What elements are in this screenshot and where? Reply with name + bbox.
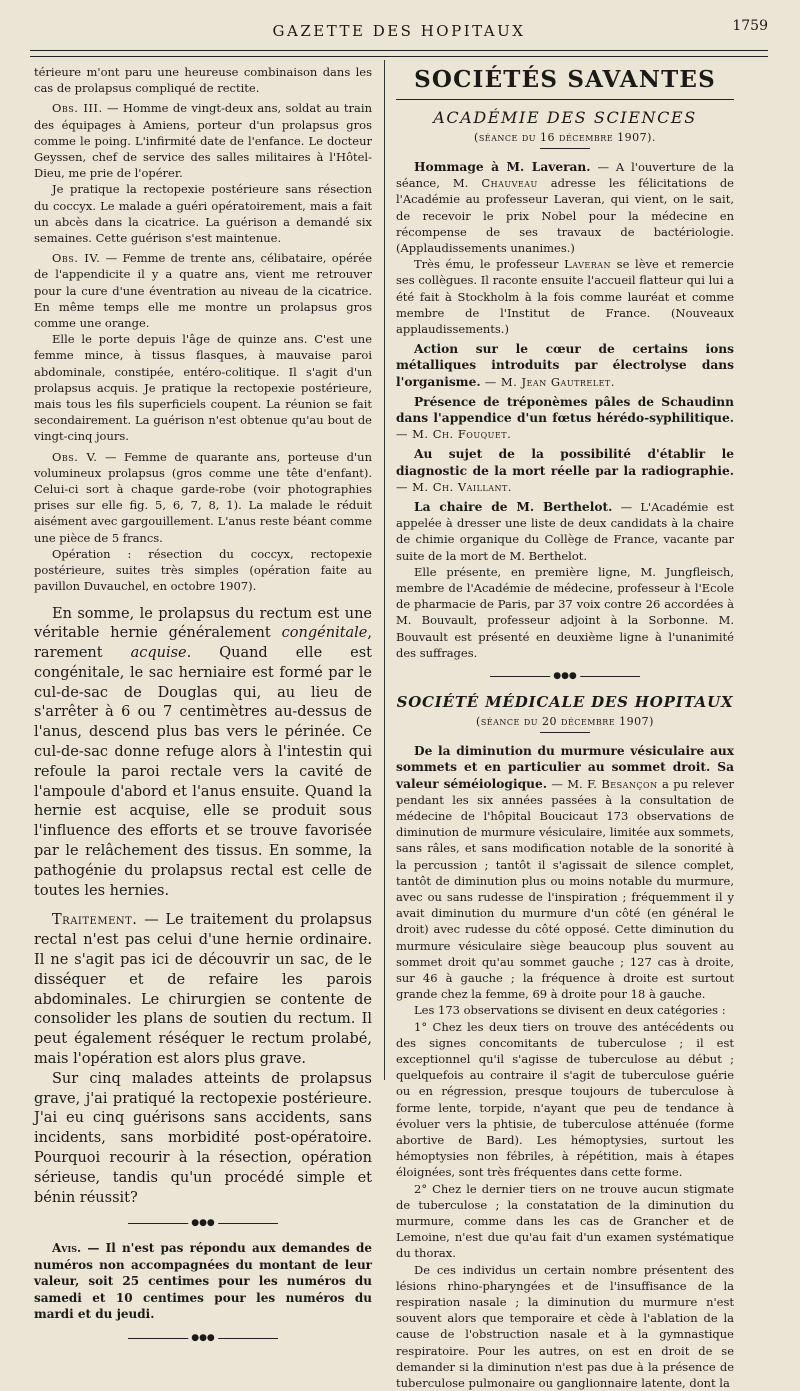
obs-label: Obs. V. — [52, 449, 98, 464]
summary-text: . Quand elle est congénitale, le sac herniaire est formé par le cul-de-sac de Douglas qui, au lieu de s'arrêter à 6 ou 7 centimètres au-dessus de l'anus, descend plus bas vers le périnée. Ce cul-de-sac donne refuge alors à l'intestin qui refoule la paroi rectale vers la cavité de l'ampoule d'abord et l'anus ensuite. Quand la hernie est acquise, elle se produit sous l'influence des efforts et se trouve favorisée par le relâchement des tissus. En somme, la pathogénie du prolapsus rectal est celle de toutes les hernies. — [34, 645, 372, 899]
summary-text: , rarement — [34, 625, 372, 662]
summary-term-congenital: congénitale — [281, 625, 368, 642]
person-name: Laveran — [564, 257, 612, 272]
person-name: Besançon — [601, 776, 658, 791]
column-divider — [384, 60, 385, 1080]
berthelot-heading: La chaire de M. Berthelot. — [414, 500, 613, 515]
hommage-heading: Hommage à M. Laveran. — [414, 160, 591, 174]
action-heading: Action sur le cœur de certains ions métalliques introduits par électrolyse dans l'organisme. — [396, 342, 734, 389]
murmure-category-2: 2° Chez le dernier tiers on ne trouve aucun stigmate de tuberculose ; la constatation de la diminution du murmure, comme dans les cas de Grancher et de Lemoine, n'est due qu'au fait d'un examen systématique du thorax. — [396, 1181, 734, 1261]
treatment-text: — Le traitement du prolapsus rectal n'est pas celui d'une hernie ordinaire. Il ne s'agit pas ici de découvrir un sac, de le disséquer et de refaire les parois abdominales. Le chirurgien se contente de consolider les plans de soutien du rectum. Il peut également réséquer le rectum prolabé, mais l'opération est alors plus grave. — [34, 912, 372, 1068]
left-column — [34, 64, 372, 1355]
session-rule — [540, 148, 590, 149]
observation-5-continued: Opération : résection du coccyx, rectopexie postérieure, suites très simples (opération faite au pavillon Duvauchel, en octobre 1907). — [34, 546, 372, 594]
hommage-continued — [396, 256, 734, 337]
murmure-text: a pu relever pendant les six années passées à la consultation de médecine de l'hôpital Boucicaut 173 observations de diminution de murmure vésiculaire, limitée aux sommets, sans râles, et sans modification notable de la sonorité à la percussion ; tantôt il s'agissait de silence complet, tantôt de diminution plus ou moins notable du murmure, avec ou sans rudesse de l'inspiration ; fréquemment il y avait diminution du murmure d'un côté (en général le droit) avec rudesse du côté opposé. Cette diminution du murmure vésiculaire siège beaucoup plus souvent au sommet droit qu'au sommet gauche ; 127 cas à droite, sur 46 à gauche ; la fréquence à droite est surtout grande chez la femme, 69 à droite pour 18 à gauche. — [396, 776, 734, 1002]
ornament-mark: ●●● — [188, 1218, 218, 1229]
page-number: 1759 — [732, 18, 768, 34]
action-paragraph — [396, 341, 734, 390]
section-title: SOCIÉTÉS SAVANTES — [414, 66, 716, 93]
murmure-category-1: 1° Chez les deux tiers on trouve des antécédents ou des signes concomitants de tuberculose ; il est exceptionnel qu'il s'agisse de tuberculose au début ; quelquefois au contraire il s'agit de tuberculose guérie ou en régression, presque toujours de tuberculose à forme lente, torpide, n'ayant que peu de tendance à évoluer vers la phtisie, de tuberculose atténuée (forme abortive de Bard). Les hémoptysies, surtout les hémoptysies non fébriles, à répétition, mais à étapes éloignées, sont très fréquentes dans cette forme. — [396, 1019, 734, 1180]
observation-5 — [34, 449, 372, 546]
notice-paragraph — [34, 1240, 372, 1323]
obs-label: Obs. III. — [52, 101, 103, 116]
academy-session: (séance du 16 décembre 1907). — [474, 131, 656, 144]
treatment-label: Traitement. — [52, 912, 138, 929]
obs-label: Obs. IV. — [52, 251, 101, 266]
observation-4 — [34, 250, 372, 331]
page-header — [30, 18, 768, 42]
summary-paragraph — [34, 605, 372, 902]
murmure-categories: Les 173 observations se divisent en deux catégories : — [414, 1003, 726, 1018]
ornament-mark: ●●● — [188, 1333, 218, 1344]
society-session: (séance du 20 décembre 1907) — [476, 715, 654, 729]
continued-paragraph: térieure m'ont paru une heureuse combinaison dans les cas de prolapsus compliqué de rectite. — [34, 65, 372, 96]
right-column — [396, 64, 734, 1391]
berthelot-continued: Elle présente, en première ligne, M. Jungfleisch, membre de l'Académie de médecine, professeur à l'Ecole de pharmacie de Paris, par 37 voix contre 26 accordées à M. Bouvault, professeur adjoint à la Sorbonne. M. Bouvault est présenté en deuxième ligne à l'unanimité des suffrages. — [396, 564, 734, 660]
radiography-heading: Au sujet de la possibilité d'établir le diagnostic de la mort réelle par la radiographie. — [396, 447, 734, 478]
ornament-divider — [490, 671, 640, 683]
presence-author: — M. Ch. Fouquet. — [396, 427, 512, 442]
summary-term-acquired: acquise — [130, 645, 187, 662]
session-rule — [540, 732, 590, 733]
murmure-heading: De la diminution du murmure vésiculaire aux sommets et en particulier au sommet droit. Sa valeur séméiologique. — [396, 744, 734, 791]
ornament-mark: ●●● — [550, 671, 580, 682]
hommage-text: adresse les félicitations de l'Académie au professeur Laveran, qui vient, on le sait, de recevoir le prix Nobel pour la médecine en récompense de ses travaux de bactériologie. (Applaudissements unanimes.) — [396, 176, 734, 256]
radiography-author: — M. Ch. Vaillant. — [396, 479, 512, 494]
header-rule — [30, 50, 768, 57]
hommage-text: Très ému, le professeur — [414, 257, 565, 272]
treatment-continued: Sur cinq malades atteints de prolapsus grave, j'ai pratiqué la rectopexie postérieure. J'ai eu cinq guérisons sans accidents, sans incidents, sans morbidité post-opératoire. Pourquoi recourir à la résection, opération sérieuse, tandis qu'un procédé simple et bénin réussit? — [34, 1070, 372, 1206]
society-title: SOCIÉTÉ MÉDICALE DES HOPITAUX — [396, 693, 734, 712]
section-rule — [396, 99, 734, 100]
ornament-divider — [128, 1218, 278, 1230]
observation-4-continued: Elle le porte depuis l'âge de quinze ans. C'est une femme mince, à tissus flasques, à mauvaise paroi abdominale, constipée, entéro-colitique. Il s'agit d'un prolapsus acquis. Je pratique la rectopexie postérieure, mais tous les fils superficiels coupent. La réunion se fait secondairement. La guérison n'est obtenue qu'au bout de vingt-cinq jours. — [34, 332, 372, 444]
hommage-text: se lève et remercie ses collègues. Il raconte ensuite l'accueil flatteur qui lui a été fait à Stockholm à la fois comme lauréat et comme membre de l'Institut de France. (Nouveaux applaudissements.) — [396, 257, 734, 337]
summary-text: En somme, le prolapsus du rectum est une véritable hernie généralement — [34, 605, 372, 642]
presence-heading: Présence de tréponèmes pâles de Schaudinn dans l'appendice d'un fœtus hérédo-syphilitique. — [396, 394, 734, 426]
journal-title: GAZETTE DES HOPITAUX — [272, 22, 526, 40]
notice-text: — Il n'est pas répondu aux demandes de numéros non accompagnées du montant de leur valeur, soit 25 centimes pour les numéros du samedi et 10 centimes pour les numéros du mardi et du jeudi. — [34, 1241, 372, 1322]
radiography-paragraph — [396, 446, 734, 495]
treatment-paragraph — [34, 911, 372, 1069]
hommage-paragraph — [396, 159, 734, 256]
academy-title: ACADÉMIE DES SCIENCES — [433, 108, 697, 127]
person-name: Chauveau — [481, 176, 538, 191]
obs-text: — Femme de trente ans, célibataire, opérée de l'appendicite il y a quatre ans, vient me retrouver pour la cure d'une éventration au niveau de la cicatrice. En même temps elle me montre un prolapsus gros comme une orange. — [34, 251, 372, 331]
berthelot-text: — L'Académie est appelée à dresser une liste de deux candidats à la chaire de chimie organique du Collège de France, vacante par suite de la mort de M. Berthelot. — [396, 500, 734, 563]
berthelot-paragraph — [396, 499, 734, 564]
action-author: — M. Jean Gautrelet. — [480, 374, 615, 389]
notice-label: Avis. — [52, 1241, 82, 1256]
presence-paragraph — [396, 394, 734, 443]
murmure-paragraph — [396, 743, 734, 1002]
observation-3-continued: Je pratique la rectopexie postérieure sans résection du coccyx. Le malade a guéri opératoirement, mais a fait un abcès dans la cicatrice. La guérison a demandé six semaines. Cette guérison s'est maintenue. — [34, 182, 372, 246]
obs-text: — Homme de vingt-deux ans, soldat au train des équipages à Amiens, porteur d'un prolapsus gros comme le poing. L'infirmité date de l'enfance. Le docteur Geyssen, chef de service des salles militaires à l'Hôtel-Dieu, me prie de l'opérer. — [34, 101, 372, 181]
ornament-divider — [128, 1333, 278, 1345]
murmure-individuals: De ces individus un certain nombre présentent des lésions rhino-pharyngées et de l'insuffisance de la respiration nasale ; la diminution du murmure n'est souvent alors que temporaire et cède à l'ablation de la cause de l'obstruction nasale et à la gymnastique respiratoire. Pour les autres, on est en droit de se demander si la diminution n'est pas due à la présence de tuberculose pulmonaire ou ganglionnaire latente, dont la — [396, 1262, 734, 1391]
observation-3 — [34, 100, 372, 181]
murmure-text: — M. F. — [546, 776, 602, 791]
hommage-text: — A l'ouverture de la séance, M. — [396, 160, 734, 191]
obs-text: — Femme de quarante ans, porteuse d'un volumineux prolapsus (gros comme une tête d'enfant). Celui-ci sort à chaque garde-robe (voir photographies prises sur elle fig. 5, 6, 7, 8, 1). La malade le réduit aisément avec gargouillement. L'anus reste béant comme une pièce de 5 francs. — [34, 449, 372, 545]
